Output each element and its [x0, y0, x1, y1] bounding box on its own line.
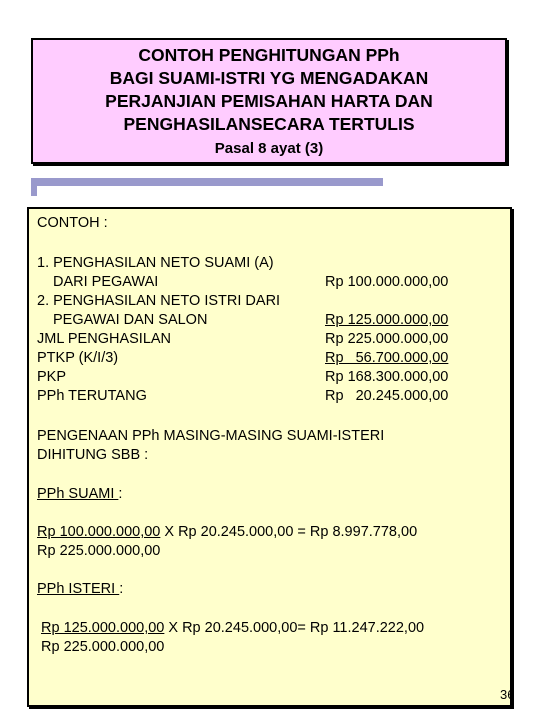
allocation-text-line-2: DIHITUNG SBB : — [37, 447, 149, 463]
husband-denominator: Rp 225.000.000,00 — [37, 543, 161, 559]
title-line-3: PERJANJIAN PEMISAHAN HARTA DAN — [105, 91, 433, 111]
row-label-6: PTKP (K/I/3) — [37, 350, 119, 366]
wife-numerator: Rp 125.000.000,00 — [41, 620, 165, 636]
row-value-8: Rp 20.245.000,00 — [325, 388, 449, 404]
row-label-4: PEGAWAI DAN SALON — [53, 312, 208, 328]
husband-heading — [37, 485, 122, 504]
row-label-5: JML PENGHASILAN — [37, 331, 172, 347]
row-label-2: DARI PEGAWAI — [53, 274, 159, 290]
husband-heading-label: PPh SUAMI — [37, 486, 119, 502]
wife-formula-rest: X Rp 20.245.000,00= Rp 11.247.222,00 — [164, 620, 425, 636]
husband-formula — [37, 523, 417, 542]
row-value-6: Rp 56.700.000,00 — [325, 350, 449, 366]
husband-formula-rest: X Rp 20.245.000,00 = Rp 8.997.778,00 — [160, 524, 418, 540]
wife-heading-label: PPh ISTERI — [37, 581, 120, 597]
wife-formula — [41, 619, 424, 638]
title-line-4: PENGHASILANSECARA TERTULIS — [123, 114, 415, 134]
accent-bar — [31, 178, 383, 186]
accent-bar-tick — [31, 186, 37, 196]
content-box — [27, 207, 515, 707]
page-number: 36 — [500, 687, 515, 702]
wife-heading-colon: : — [119, 581, 124, 597]
content-heading: CONTOH : — [37, 215, 108, 231]
row-value-4: Rp 125.000.000,00 — [325, 312, 449, 328]
husband-heading-colon: : — [118, 486, 123, 502]
allocation-text-line-1: PENGENAAN PPh MASING-MASING SUAMI-ISTERI — [37, 428, 385, 444]
title-line-1: CONTOH PENGHITUNGAN PPh — [138, 45, 400, 65]
row-label-1: 1. PENGHASILAN NETO SUAMI (A) — [37, 255, 274, 271]
row-label-8: PPh TERUTANG — [37, 388, 147, 404]
row-value-7: Rp 168.300.000,00 — [325, 369, 449, 385]
row-label-7: PKP — [37, 369, 67, 385]
title-box — [31, 38, 507, 164]
row-value-2: Rp 100.000.000,00 — [325, 274, 449, 290]
title-line-2: BAGI SUAMI-ISTRI YG MENGADAKAN — [109, 68, 429, 88]
wife-denominator: Rp 225.000.000,00 — [41, 639, 165, 655]
wife-heading — [37, 580, 123, 599]
title-subtitle: Pasal 8 ayat (3) — [214, 140, 324, 157]
row-label-3: 2. PENGHASILAN NETO ISTRI DARI — [37, 293, 281, 309]
row-value-5: Rp 225.000.000,00 — [325, 331, 449, 347]
husband-numerator: Rp 100.000.000,00 — [37, 524, 161, 540]
